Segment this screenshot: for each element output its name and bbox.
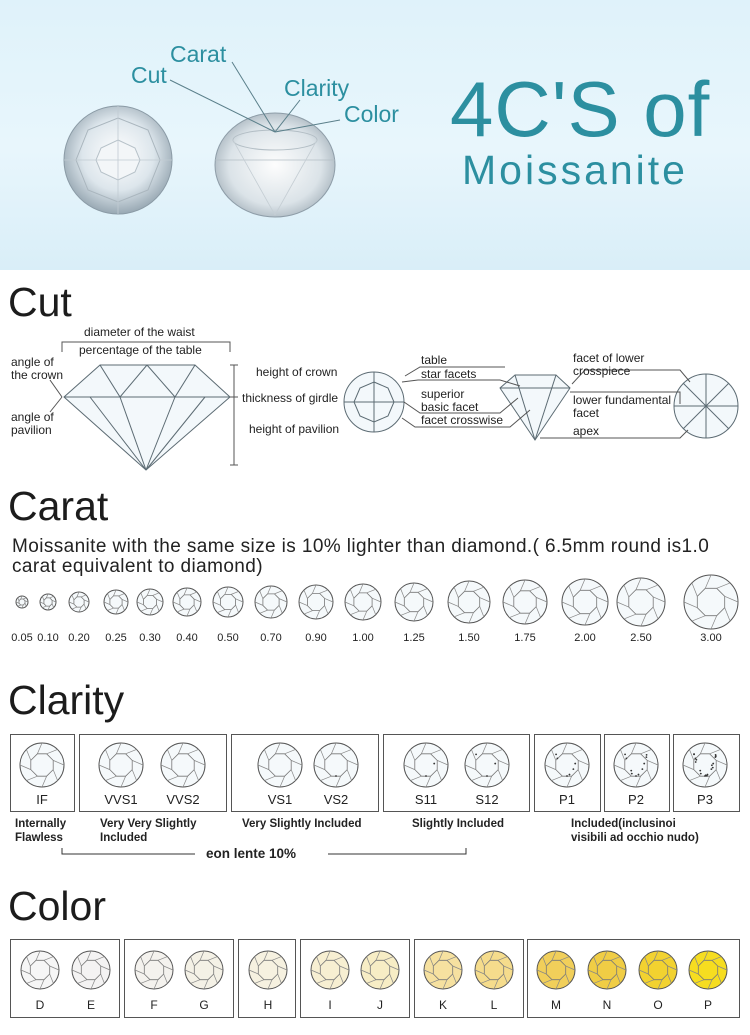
carat-gem-2.50 xyxy=(617,578,665,626)
label-height-crown: height of crown xyxy=(256,365,338,379)
color-gem-h xyxy=(249,951,287,989)
color-grade-label: D xyxy=(35,998,45,1012)
carat-gem-1.75 xyxy=(503,580,547,624)
carat-weight-label: 0.70 xyxy=(260,632,282,644)
clarity-grade-label: S11 xyxy=(414,792,438,807)
clarity-grade-label: IF xyxy=(36,792,48,807)
color-callout: Color xyxy=(344,101,399,127)
clarity-gem-if xyxy=(20,743,64,787)
carat-callout: Carat xyxy=(170,41,227,67)
carat-gem-3.00 xyxy=(684,575,738,629)
carat-weight-label: 0.20 xyxy=(68,632,90,644)
color-grade-label: K xyxy=(438,998,447,1012)
carat-gem-0.30 xyxy=(137,589,163,615)
carat-weight-label: 0.05 xyxy=(11,632,33,644)
color-grade-label: I xyxy=(328,998,332,1012)
clarity-gem-row xyxy=(0,735,750,795)
carat-gem-0.70 xyxy=(255,586,287,618)
carat-heading: Carat xyxy=(8,483,109,529)
color-gem-j xyxy=(361,951,399,989)
color-grade-label: N xyxy=(602,998,612,1012)
clarity-gem-vs2 xyxy=(314,743,358,787)
clarity-group-label-si: Slightly Included xyxy=(412,818,505,830)
color-grade-label: E xyxy=(86,998,95,1012)
lens-note-bracket xyxy=(0,848,750,862)
color-gem-row xyxy=(0,940,750,1000)
carat-weight-label: 0.25 xyxy=(105,632,127,644)
side-view-gem xyxy=(500,375,570,440)
clarity-group-label-included: Included(inclusinoi visibili ad occhio nudo) xyxy=(571,818,699,844)
clarity-grade-label: P1 xyxy=(559,792,575,807)
color-grade-label: P xyxy=(703,998,712,1012)
color-gem-g xyxy=(185,951,223,989)
color-gem-f xyxy=(135,951,173,989)
color-heading: Color xyxy=(8,883,106,929)
carat-gem-0.10 xyxy=(40,594,56,610)
clarity-gem-vvs1 xyxy=(99,743,143,787)
carat-weight-label: 3.00 xyxy=(700,632,722,644)
color-gem-i xyxy=(311,951,349,989)
label-thickness-girdle: thickness of girdle xyxy=(242,391,339,405)
clarity-gem-s12 xyxy=(465,743,509,787)
color-gem-k xyxy=(424,951,462,989)
diamond-profile xyxy=(64,365,230,470)
carat-gem-1.25 xyxy=(395,583,433,621)
clarity-gem-p3 xyxy=(683,743,727,787)
carat-gem-0.05 xyxy=(16,596,28,608)
label-table: table xyxy=(421,353,448,367)
label-angle-crown: angle of the crown xyxy=(11,355,64,382)
label-lower-fundamental-facet: lower fundamental facet xyxy=(573,393,672,420)
color-gem-d xyxy=(21,951,59,989)
clarity-grade-label: P2 xyxy=(628,792,644,807)
color-grade-label: J xyxy=(377,998,383,1012)
label-height-pavilion: height of pavilion xyxy=(249,422,340,436)
color-gem-m xyxy=(537,951,575,989)
carat-weight-label: 2.00 xyxy=(574,632,596,644)
round-gem-front xyxy=(64,106,172,214)
page-title: 4C'S of xyxy=(450,65,711,153)
label-star-facets: star facets xyxy=(421,367,477,381)
carat-gem-0.40 xyxy=(173,588,201,616)
label-diameter-waist: diameter of the waist xyxy=(84,325,195,339)
clarity-heading: Clarity xyxy=(8,677,125,723)
carat-gem-1.50 xyxy=(448,581,490,623)
clarity-gem-s11 xyxy=(404,743,448,787)
color-grade-label: O xyxy=(653,998,663,1012)
label-apex: apex xyxy=(573,424,600,438)
color-gem-e xyxy=(72,951,110,989)
color-grade-label: L xyxy=(490,998,498,1012)
carat-weight-label: 0.10 xyxy=(37,632,59,644)
carat-weight-label: 1.25 xyxy=(403,632,425,644)
cut-callout: Cut xyxy=(131,62,167,88)
carat-gem-2.00 xyxy=(562,579,608,625)
carat-weight-label: 1.75 xyxy=(514,632,536,644)
color-gem-p xyxy=(689,951,727,989)
label-superior-basic-facet: superior basic facet xyxy=(421,387,479,414)
clarity-group-label-if: Internally Flawless xyxy=(15,818,67,844)
clarity-group-label-vvs: Very Very Slightly Included xyxy=(100,818,197,844)
label-angle-pavilion: angle of pavilion xyxy=(11,410,54,437)
header-banner xyxy=(0,0,750,270)
clarity-grade-label: VS1 xyxy=(267,792,293,807)
color-grade-label: M xyxy=(551,998,561,1012)
clarity-gem-vs1 xyxy=(258,743,302,787)
cut-heading: Cut xyxy=(8,279,72,325)
color-grade-label: F xyxy=(150,998,158,1012)
clarity-grade-label: VVS1 xyxy=(104,792,138,807)
clarity-grade-label: VS2 xyxy=(323,792,349,807)
carat-gem-0.90 xyxy=(299,585,333,619)
carat-weight-label: 0.30 xyxy=(139,632,161,644)
clarity-gem-vvs2 xyxy=(161,743,205,787)
carat-gem-1.00 xyxy=(345,584,381,620)
label-percentage-table: percentage of the table xyxy=(79,343,202,357)
carat-description: Moissanite with the same size is 10% lighter than diamond.( 6.5mm round is1.0 carat equivalent to diamond) xyxy=(12,536,710,577)
color-gem-n xyxy=(588,951,626,989)
clarity-group-label-vs: Very Slightly Included xyxy=(242,818,362,830)
carat-gem-0.25 xyxy=(104,590,128,614)
carat-weight-label: 0.50 xyxy=(217,632,239,644)
carat-weight-label: 0.40 xyxy=(176,632,198,644)
clarity-grade-label: VVS2 xyxy=(166,792,200,807)
carat-weight-label: 2.50 xyxy=(630,632,652,644)
carat-gem-0.50 xyxy=(213,587,243,617)
carat-weight-label: 0.90 xyxy=(305,632,327,644)
clarity-grade-label: S12 xyxy=(475,792,499,807)
bottom-view-gem xyxy=(674,374,738,438)
top-view-gem xyxy=(344,372,404,432)
clarity-callout: Clarity xyxy=(284,75,350,101)
carat-weight-label: 1.00 xyxy=(352,632,374,644)
clarity-gem-p1 xyxy=(545,743,589,787)
clarity-gem-p2 xyxy=(614,743,658,787)
color-gem-o xyxy=(639,951,677,989)
label-facet-lower-crosspiece: facet of lower crosspiece xyxy=(573,351,645,378)
round-gem-side xyxy=(215,113,335,217)
color-gem-l xyxy=(475,951,513,989)
color-grade-label: G xyxy=(199,998,209,1012)
carat-size-row xyxy=(0,570,750,640)
label-facet-crosswise: facet crosswise xyxy=(421,413,504,427)
carat-gem-0.20 xyxy=(69,592,89,612)
clarity-grade-label: P3 xyxy=(697,792,713,807)
carat-weight-label: 1.50 xyxy=(458,632,480,644)
color-grade-label: H xyxy=(263,998,273,1012)
page-subtitle: Moissanite xyxy=(462,147,688,193)
lens-note: eon lente 10% xyxy=(206,846,297,861)
